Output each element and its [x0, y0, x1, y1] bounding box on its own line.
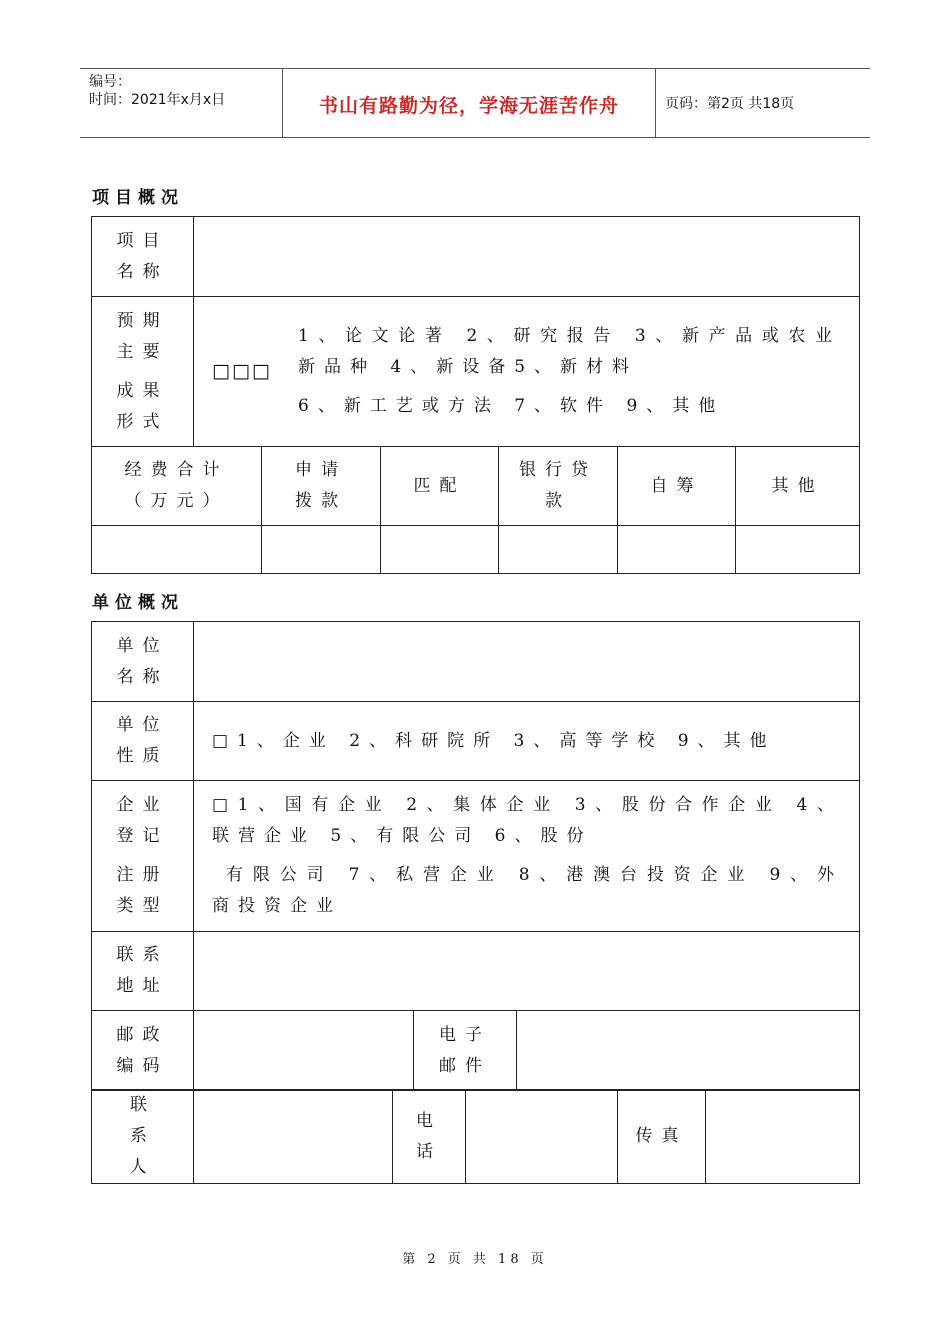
postal-email-table — [91, 1010, 860, 1091]
funding-self-field[interactable] — [618, 526, 736, 574]
registration-type-label: 企业 登记 注册 类型 — [92, 781, 194, 932]
fax-label: 传真 — [618, 1090, 706, 1184]
document-time-label: 时间：2021年x月x日 — [89, 92, 226, 108]
outcome-options-line2: 6、新工艺或方法 7、软件 9、其他 — [298, 396, 725, 416]
header-motto: 书山有路勤为径，学海无涯苦作舟 — [318, 95, 619, 117]
funding-other-field[interactable] — [736, 526, 860, 574]
unit-name-field[interactable] — [194, 622, 860, 702]
unit-section-title: 单位概况 — [92, 593, 184, 613]
project-name-field[interactable] — [194, 217, 860, 297]
fax-field[interactable] — [706, 1090, 860, 1184]
header-meta — [89, 73, 225, 109]
project-section-title: 项目概况 — [92, 188, 184, 208]
unit-name-label: 单位 名称 — [92, 622, 194, 702]
contact-person-label: 联 系 人 — [92, 1090, 194, 1184]
header-page-number: 页码：第2页 共18页 — [665, 96, 795, 112]
page-footer: 第 2 页 共 18 页 — [402, 1252, 548, 1267]
funding-match-label: 匹配 — [381, 447, 499, 526]
registration-options-line1: □1、国有企业 2、集体企业 3、股份合作企业 4、联营企业 5、有限公司 6、股份 — [212, 795, 843, 846]
postal-code-label: 邮政 编码 — [92, 1011, 194, 1091]
email-label: 电子 邮件 — [414, 1011, 517, 1091]
funding-total-field[interactable] — [92, 526, 262, 574]
contact-table — [91, 1089, 860, 1184]
unit-nature-label: 单位 性质 — [92, 702, 194, 781]
funding-apply-label: 申请 拨款 — [262, 447, 381, 526]
unit-overview-table — [91, 621, 860, 1011]
funding-loan-label: 银行贷 款 — [499, 447, 618, 526]
contact-address-label: 联系 地址 — [92, 932, 194, 1011]
outcome-checkboxes[interactable]: □□□ — [212, 360, 272, 382]
funding-table — [91, 446, 860, 574]
unit-nature-options[interactable]: □1、企业 2、科研院所 3、高等学校 9、其他 — [194, 702, 860, 781]
contact-address-field[interactable] — [194, 932, 860, 1011]
page-header — [80, 68, 870, 138]
funding-apply-field[interactable] — [262, 526, 381, 574]
header-divider — [655, 69, 656, 137]
funding-match-field[interactable] — [381, 526, 499, 574]
phone-field[interactable] — [466, 1090, 618, 1184]
registration-options-line2: 有限公司 7、私营企业 8、港澳台投资企业 9、外商投资企业 — [212, 865, 843, 916]
outcome-options-line1: 1、论文论著 2、研究报告 3、新产品或农业新品种 4、新设备5、新材料 — [298, 326, 841, 377]
document-number-label: 编号： — [89, 74, 131, 90]
expected-outcome-label: 预期 主要 成果 形式 — [92, 297, 194, 447]
funding-other-label: 其他 — [736, 447, 860, 526]
funding-self-label: 自筹 — [618, 447, 736, 526]
project-overview-table — [91, 216, 860, 447]
funding-loan-field[interactable] — [499, 526, 618, 574]
funding-total-label: 经费合计 （万元） — [92, 447, 262, 526]
contact-person-field[interactable] — [194, 1090, 393, 1184]
expected-outcome-cell — [194, 297, 860, 447]
project-name-label: 项目 名称 — [92, 217, 194, 297]
postal-code-field[interactable] — [194, 1011, 414, 1091]
email-field[interactable] — [517, 1011, 860, 1091]
registration-type-options[interactable] — [194, 781, 860, 932]
phone-label: 电 话 — [393, 1090, 466, 1184]
outcome-options — [298, 321, 859, 422]
